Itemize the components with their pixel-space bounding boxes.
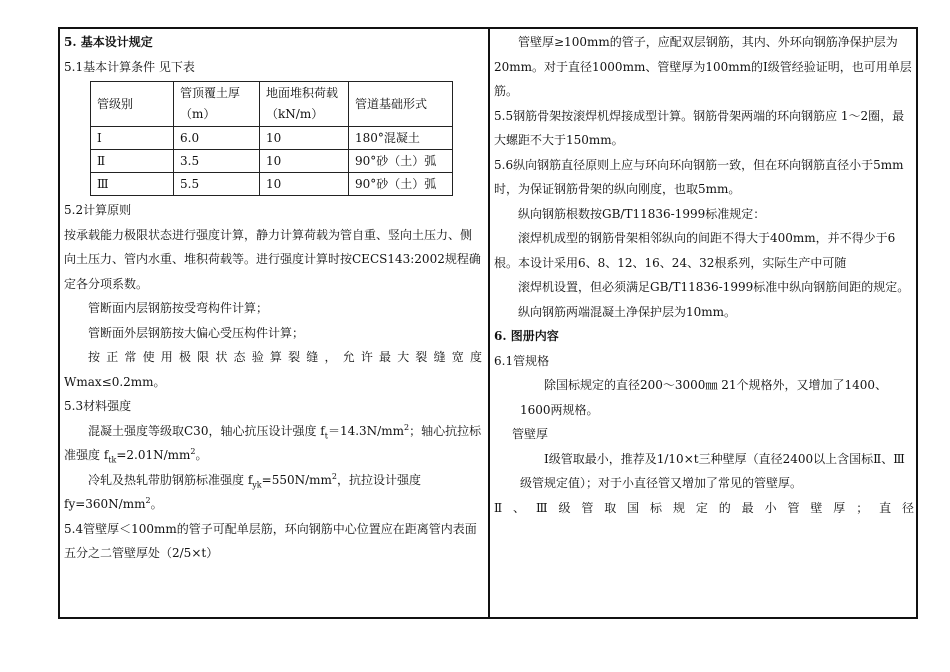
table-row — [91, 173, 453, 196]
section-5-3-heading: 5.3材料强度 — [64, 399, 132, 413]
table-cell: 180°混凝土 — [349, 127, 453, 150]
outer-rebar-text: 管断面外层钢筋按大偏心受压构件计算； — [88, 325, 305, 340]
welder-setting-text: 滚焊机设置，但必须满足GB/T11836-1999标准中纵向钢筋间距的规定。 — [518, 280, 910, 294]
crack-limit-text: Wmax≤0.2mm。 — [64, 374, 166, 389]
section-5-5-text: 5.5钢筋骨架按滚焊机焊接成型计算。钢筋骨架两端的环向钢筋应 1～2圈，最大螺距不大于150mm。 — [494, 108, 905, 147]
rebar-spacing-text: 滚焊机成型的钢筋骨架相邻纵向的间距不得大于400mm，并不得少于6根。本设计采用6、8、12、16、24、32根系列，实际生产中可随 — [494, 231, 896, 270]
table-header-cell: 管道基础形式 — [349, 82, 453, 127]
table-header-cell: 管级别 — [91, 82, 174, 127]
double-layer-paragraph: 管壁厚≥100mm的管子，应配双层钢筋，其内、外环向钢筋净保护层为20mm。对于直径1000mm、管壁厚为100mm的Ⅰ级管经验证明，也可用单层筋。 — [494, 35, 912, 98]
section-5-6-text: 5.6纵向钢筋直径原则上应与环向环向钢筋一致，但在环向钢筋直径小于5mm时，为保证钢筋骨架的纵向刚度，也取5mm。 — [494, 157, 904, 196]
left-column — [64, 30, 482, 566]
column-divider — [488, 27, 490, 619]
table-cell: 10 — [260, 127, 349, 150]
section-6-1-heading: 6.1管规格 — [494, 353, 550, 368]
table-header-cell: 地面堆积荷载（kN/m） — [260, 82, 349, 127]
table-cell: 6.0 — [174, 127, 260, 150]
concrete-strength-text: 混凝土强度等级取C30，轴心抗压设计强度 $f_t=14.3N/mm^2$；轴心抗拉标准强度 $f_{tk}=2.01N/mm^2$。 — [64, 422, 482, 465]
pipe-spec-text: 除国标规定的直径200～3000㎜ 21个规格外，又增加了1400、1600两规格。 — [520, 378, 888, 417]
table-cell: 90°砂（土）弧 — [349, 150, 453, 173]
table-cell: Ⅱ — [91, 150, 174, 173]
longitudinal-count-text: 纵向钢筋根数按GB/T11836-1999标准规定： — [518, 206, 766, 221]
table-cell: 10 — [260, 173, 349, 196]
table-header-cell: 管顶覆土厚（m） — [174, 82, 260, 127]
calc-conditions-table — [90, 81, 453, 196]
steel-strength-text: 冷轧及热轧带肋钢筋标准强度 $f_{yk}=550N/mm^2$，抗拉设计强度 — [88, 471, 422, 489]
table-row — [91, 150, 453, 173]
table-cell: 90°砂（土）弧 — [349, 173, 453, 196]
section-5-4-text: 5.4管壁厚＜100mm的管子可配单层筋，环向钢筋中心位置应在距离管内表面五分之二管壁厚处（2/5×t） — [64, 521, 477, 560]
design-strength-text: $fy=360N/mm^2$。 — [64, 496, 163, 511]
table-cell: 5.5 — [174, 173, 260, 196]
section-6-title: 6. 图册内容 — [494, 329, 559, 343]
table-cell: 10 — [260, 150, 349, 173]
crack-check-text: 按正常使用极限状态验算裂缝，允许最大裂缝宽度 — [88, 350, 482, 364]
table-cell: Ⅲ — [91, 173, 174, 196]
section-5-1-heading: 5.1基本计算条件 见下表 — [64, 59, 195, 74]
table-cell: 3.5 — [174, 150, 260, 173]
inner-rebar-text: 管断面内层钢筋按受弯构件计算； — [88, 301, 269, 315]
section-5-2-heading: 5.2计算原则 — [64, 203, 132, 217]
grade-wall-text: Ⅱ、Ⅲ级管取国标规定的最小管壁厚；直径 — [494, 500, 914, 515]
calc-principle-paragraph: 按承载能力极限状态进行强度计算，静力计算荷载为管自重、竖向土压力、侧向土压力、管内水重、堆积荷载等。进行强度计算时按CECS143:2002规程确定各分项系数。 — [64, 227, 481, 291]
wall-thickness-text: Ⅰ级管取最小，推荐及1/10×t三种壁厚（直径2400以上含国标Ⅱ、Ⅲ级管规定值）；对于小直径管又增加了常见的管壁厚。 — [520, 451, 905, 490]
right-column — [494, 30, 914, 520]
table-row — [91, 127, 453, 150]
section-5-title: 5. 基本设计规定 — [64, 35, 153, 49]
table-header-row — [91, 82, 453, 127]
cover-text: 纵向钢筋两端混凝土净保护层为10mm。 — [518, 304, 737, 319]
table-cell: Ⅰ — [91, 127, 174, 150]
wall-thickness-heading: 管壁厚 — [512, 427, 549, 441]
